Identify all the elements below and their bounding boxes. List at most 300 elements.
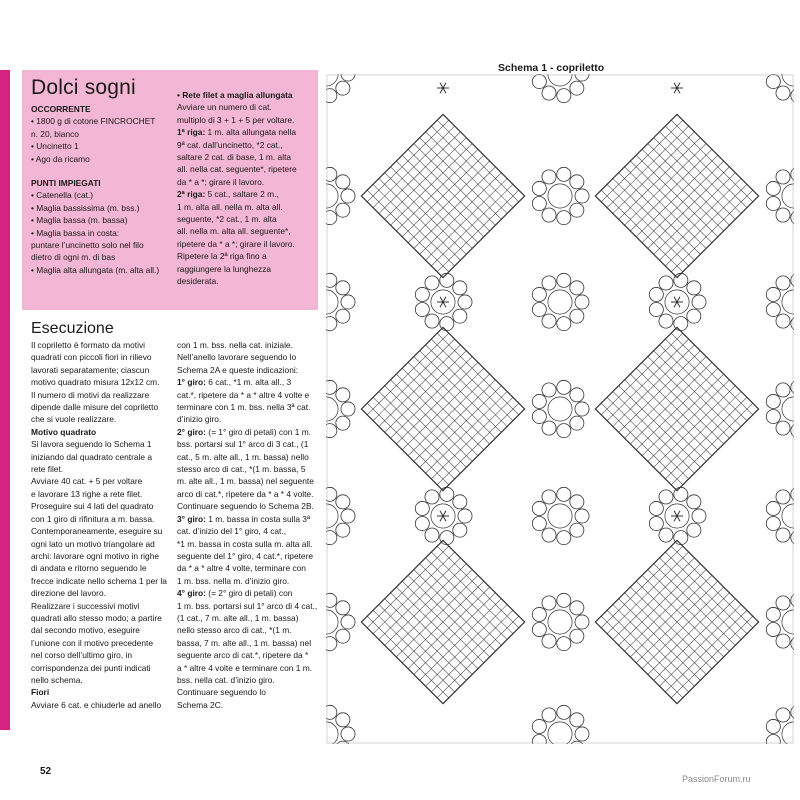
text-line (177, 475, 325, 487)
arch-motif (776, 170, 790, 184)
flower-mark (677, 511, 680, 516)
arch-motif (542, 421, 556, 435)
arch-motif-ring (326, 397, 338, 421)
arch-motif (791, 424, 794, 438)
text-line (31, 513, 181, 525)
rete-column (177, 89, 317, 288)
rete-list (177, 101, 317, 287)
text-line (31, 637, 181, 649)
arch-motif (532, 196, 546, 210)
text-line (31, 351, 181, 363)
text-line (177, 637, 325, 649)
flower-mark (674, 516, 677, 521)
arch-motif (687, 495, 701, 509)
arch-motif (674, 531, 688, 545)
arch-motif (791, 531, 794, 545)
arch-motif (453, 309, 467, 323)
flower-mark (674, 297, 677, 302)
diagram-frame (327, 75, 793, 743)
text-line (177, 263, 317, 275)
line-text: di andata e ritorno seguendo le (31, 563, 147, 574)
flower-mark (440, 302, 443, 307)
text-line (31, 662, 181, 674)
text-line (31, 699, 181, 711)
arch-motif (570, 629, 584, 643)
arch-motif (575, 727, 589, 741)
arch-motif (776, 208, 790, 222)
arch-motif (542, 634, 556, 648)
text-line (177, 101, 317, 113)
line-text: dal secondo motivo, eseguire (31, 625, 140, 636)
text-line (31, 438, 181, 450)
line-text: nello stesso arco di cat., *(1 m. (177, 625, 292, 636)
text-line (31, 475, 181, 487)
arch-motif (570, 416, 584, 430)
schema-title: Schema 1 - copriletto (498, 62, 605, 74)
bold-label: 3° giro: (177, 513, 206, 524)
arch-motif (532, 719, 546, 733)
text-line (31, 500, 181, 512)
arch-motif (570, 203, 584, 217)
arch-motif (557, 273, 571, 287)
arch-motif (336, 388, 350, 402)
arch-motif-ring (326, 290, 338, 314)
text-line (177, 562, 325, 574)
arch-motif (557, 424, 571, 438)
arch-motif (326, 637, 337, 651)
text-line (31, 413, 181, 425)
arch-motif-ring (326, 610, 338, 634)
arch-motif (687, 281, 701, 295)
text-line (31, 550, 181, 562)
arch-motif (326, 487, 337, 501)
text-line (177, 463, 325, 475)
flower-mark (674, 302, 677, 307)
arch-motif (766, 622, 780, 636)
arch-motif (557, 637, 571, 651)
line-text: 9ª cat. dall’uncinetto, *2 cat., (177, 139, 283, 150)
line-text: Ripetere la 2ª riga fino a (177, 251, 267, 262)
arch-motif (532, 181, 546, 195)
line-text: multiplo di 3 + 1 + 5 per voltare. (177, 114, 295, 125)
line-text: 1 m. bassa in costa sulla 3ª (205, 513, 311, 524)
line-text: desiderata. (177, 276, 219, 287)
bold-label: 4° giro: (177, 588, 206, 599)
text-line (177, 575, 325, 587)
arch-motif (326, 89, 337, 103)
arch-motif (542, 314, 556, 328)
arch-motif (776, 86, 790, 100)
esecuzione-column-1 (31, 339, 181, 711)
arch-motif (776, 528, 790, 542)
arch-motif (542, 708, 556, 722)
arch-motif (415, 516, 429, 530)
line-text: (= 2° giro di petali) con (205, 588, 293, 599)
arch-motif (336, 713, 350, 727)
text-line (177, 438, 325, 450)
line-text: stesso arco di cat., *(1 m. bassa, 5 (177, 464, 306, 475)
arch-motif (336, 203, 350, 217)
line-text: terminare con 1 m. bss. nella 3ª cat. (177, 402, 311, 413)
arch-motif (326, 593, 337, 607)
text-line: • Maglia bassa in costa: (31, 227, 120, 238)
arch-motif (766, 74, 780, 88)
arch-motif (415, 287, 429, 301)
bold-label: 2ª riga: (177, 189, 206, 200)
line-text: 6 cat., *1 m. alta all., 3 (205, 377, 292, 388)
arch-motif (336, 601, 350, 615)
text-line (31, 339, 181, 351)
arch-motif-ring (782, 74, 794, 86)
line-text: cat. d’inizio del 1° giro, 4 cat., (177, 526, 287, 537)
crochet-diagram (326, 74, 794, 744)
text-line (177, 126, 317, 138)
flower-mark (443, 511, 446, 516)
line-text: con 1 giro di rifinitura a m. bassa. (31, 513, 155, 524)
arch-motif (532, 607, 546, 621)
text-line (177, 163, 317, 175)
line-text: quadrati con piccoli fiori in rilievo (31, 352, 152, 363)
arch-motif (532, 501, 546, 515)
flower-mark (440, 83, 443, 88)
arch-motif (453, 523, 467, 537)
text-line (177, 500, 325, 512)
arch-motif (570, 741, 584, 744)
line-text: (= 1° giro di petali) con 1 m. (205, 426, 312, 437)
text-line (177, 376, 325, 388)
text-line (177, 238, 317, 250)
text-line (177, 525, 325, 537)
line-text: Avviare un numero di cat. (177, 102, 272, 113)
text-line (177, 649, 325, 661)
text-line (31, 525, 181, 537)
line-text: ripetere da * a *; girare il lavoro. (177, 238, 295, 249)
text-line (177, 339, 325, 351)
arch-motif (766, 516, 780, 530)
line-text: Avviare 6 cat. e chiuderle ad anello (31, 699, 162, 710)
arch-motif (570, 601, 584, 615)
arch-motif-ring (548, 290, 572, 314)
arch-motif (649, 287, 663, 301)
arch-motif (674, 317, 688, 331)
arch-motif (557, 380, 571, 394)
arch-motif (326, 705, 337, 719)
text-line (177, 151, 317, 163)
arch-motif (692, 509, 706, 523)
arch-motif (570, 388, 584, 402)
text-line (177, 389, 325, 401)
arch-motif (326, 167, 337, 181)
arch-motif (532, 74, 546, 88)
line-text: *1 m. bassa in costa sulla m. alta all. (177, 538, 313, 549)
arch-motif (766, 181, 780, 195)
arch-motif (557, 317, 571, 331)
arch-motif (575, 295, 589, 309)
occorrente-heading: OCCORRENTE (31, 104, 91, 114)
flower-mark (674, 511, 677, 516)
line-text: 1 m. bss. portarsi sul 1° arco di 4 cat., (177, 600, 318, 611)
line-text: da * a * altre 4 volte, terminare con (177, 563, 306, 574)
filet-square (595, 327, 758, 490)
text-line: • Maglia bassissima (m. bss.) (31, 202, 140, 213)
arch-motif (766, 734, 780, 744)
line-text: Il copriletto è formato da motivi (31, 340, 146, 350)
arch-motif (766, 607, 780, 621)
arch-motif-ring (548, 184, 572, 208)
line-text: arco di cat.*, ripetere da * a * 4 volte. (177, 488, 314, 499)
flower-mark (674, 83, 677, 88)
arch-motif (341, 509, 355, 523)
line-text: seguente arco di cat.*, ripetere da * (177, 650, 309, 661)
line-text: da * a *; girare il lavoro. (177, 176, 265, 187)
arch-motif (570, 81, 584, 95)
bold-label: 2° giro: (177, 426, 206, 437)
text-line: • Catenella (cat.) (31, 190, 94, 201)
text-line (31, 389, 181, 401)
line-text: ogni lato un motivo triangolare ad (31, 538, 155, 549)
arch-motif (532, 302, 546, 316)
arch-motif (542, 528, 556, 542)
line-text: Contemporaneamente, eseguire su (31, 526, 163, 537)
line-text: direzione del lavoro. (31, 588, 106, 599)
arch-motif (440, 531, 454, 545)
punti-list (31, 189, 181, 276)
text-line (177, 401, 325, 413)
arch-motif (776, 596, 790, 610)
arch-motif (659, 276, 673, 290)
arch-motif (542, 208, 556, 222)
arch-motif-ring (782, 397, 794, 421)
bold-label: 1° giro: (177, 377, 206, 388)
arch-motif (415, 302, 429, 316)
text-line (31, 538, 181, 550)
arch-motif (542, 383, 556, 397)
text-line (31, 463, 181, 475)
line-text: 1 m. bss. nella m. d’inizio giro. (177, 575, 290, 586)
esecuzione-column-2 (177, 339, 325, 711)
text-line (177, 364, 325, 376)
text-line: n. 20, bianco (31, 128, 79, 139)
text-line: • Uncinetto 1 (31, 141, 79, 152)
text-line (177, 139, 317, 151)
flower-mark (677, 297, 680, 302)
arch-motif (557, 167, 571, 181)
arch-motif-ring (548, 610, 572, 634)
flower-mark (440, 516, 443, 521)
arch-motif (336, 175, 350, 189)
arch-motif (791, 167, 794, 181)
arch-motif (766, 302, 780, 316)
arch-motif (674, 273, 688, 287)
occorrente-list (31, 115, 181, 165)
line-text: iniziando dal quadrato centrale a (31, 451, 153, 462)
arch-motif (326, 211, 337, 225)
text-line (177, 624, 325, 636)
arch-motif (532, 287, 546, 301)
arch-motif (766, 501, 780, 515)
arch-motif (341, 727, 355, 741)
text-line (31, 575, 181, 587)
arch-motif (458, 295, 472, 309)
arch-motif (440, 487, 454, 501)
arch-motif (326, 380, 337, 394)
line-text: 5 cat., saltare 2 m., (205, 189, 279, 200)
text-line (177, 201, 317, 213)
arch-motif (776, 383, 790, 397)
arch-motif (687, 523, 701, 537)
line-text: raggiungere la lunghezza (177, 263, 272, 274)
flower-mark (677, 516, 680, 521)
text-line (31, 674, 181, 686)
arch-motif (659, 490, 673, 504)
line-text: Proseguire sui 4 lati del quadrato (31, 501, 154, 512)
arch-motif (791, 380, 794, 394)
arch-motif (440, 273, 454, 287)
arch-motif (453, 495, 467, 509)
text-line (177, 686, 325, 698)
arch-motif (326, 531, 337, 545)
flower-mark (443, 83, 446, 88)
arch-motif (532, 516, 546, 530)
arch-motif (532, 734, 546, 744)
arch-motif (791, 273, 794, 287)
text-line (31, 600, 181, 612)
text-line (31, 686, 181, 698)
text-line (177, 351, 325, 363)
arch-motif-ring (548, 504, 572, 528)
line-text: bassa, 7 m. alte all., 1 m. bassa) nel (177, 637, 312, 648)
text-line: dietro di ogni m. di bas (31, 252, 116, 263)
flower-mark (674, 88, 677, 93)
arch-motif (692, 295, 706, 309)
flower-mark (443, 297, 446, 302)
flower-mark (440, 511, 443, 516)
bold-label: 1ª riga: (177, 127, 206, 138)
arch-motif-ring (326, 184, 338, 208)
text-line: • Maglia alta allungata (m. alta all.) (31, 264, 160, 275)
line-text: nello schema. (31, 674, 83, 685)
arch-motif (649, 516, 663, 530)
line-text: seguente del 1° giro, 4 cat.*, ripetere (177, 550, 314, 561)
line-text: corrispondenza dei punti indicati (31, 662, 151, 673)
line-text: Schema 2A e queste indicazioni: (177, 364, 299, 375)
arch-motif-ring (782, 290, 794, 314)
arch-motif (791, 317, 794, 331)
arch-motif (649, 501, 663, 515)
arch-motif (326, 273, 337, 287)
line-text: Continuare seguendo lo Schema 2B. (177, 501, 314, 512)
arch-motif (341, 189, 355, 203)
text-line (177, 188, 317, 200)
text-line (177, 600, 325, 612)
arch-motif (791, 89, 794, 103)
text-line (177, 275, 317, 287)
esecuzione-heading: Esecuzione (31, 320, 114, 337)
arch-motif (659, 314, 673, 328)
arch-motif (557, 89, 571, 103)
arch-motif (791, 705, 794, 719)
arch-motif (766, 394, 780, 408)
arch-motif-ring (326, 504, 338, 528)
arch-motif (453, 281, 467, 295)
arch-motif (766, 409, 780, 423)
arch-motif-ring (326, 722, 338, 744)
arch-motif (336, 523, 350, 537)
arch-motif-ring (326, 74, 338, 86)
materials-column (31, 103, 181, 276)
text-line: • Ago da ricamo (31, 153, 90, 164)
line-text: l’unione con il motivo precedente (31, 637, 153, 648)
arch-motif (776, 490, 790, 504)
arch-motif (570, 523, 584, 537)
line-text: dipende dalle misure del copriletto (31, 402, 159, 413)
arch-motif (542, 86, 556, 100)
text-line (177, 674, 325, 686)
text-line (177, 176, 317, 188)
arch-motif (791, 211, 794, 225)
arch-motif (542, 490, 556, 504)
arch-motif (425, 528, 439, 542)
arch-motif (575, 615, 589, 629)
arch-motif (336, 629, 350, 643)
arch-motif (336, 309, 350, 323)
text-line (31, 488, 181, 500)
text-line (31, 364, 181, 376)
arch-motif (776, 276, 790, 290)
arch-motif (542, 170, 556, 184)
text-line (177, 250, 317, 262)
line-text: archi: lavorare ogni motivo in righe (31, 550, 160, 561)
arch-motif (532, 409, 546, 423)
arch-motif (557, 211, 571, 225)
arch-motif (557, 705, 571, 719)
arch-motif (557, 593, 571, 607)
text-line (31, 376, 181, 388)
arch-motif (415, 501, 429, 515)
arch-motif (776, 421, 790, 435)
text-line (31, 624, 181, 636)
arch-motif (425, 490, 439, 504)
text-line (177, 662, 325, 674)
arch-motif (766, 287, 780, 301)
arch-motif (766, 719, 780, 733)
line-text: Continuare seguendo lo (177, 687, 266, 698)
arch-motif (425, 314, 439, 328)
line-text: quadrati allo stesso modo; a partire (31, 612, 162, 623)
text-line (177, 488, 325, 500)
text-line (177, 213, 317, 225)
arch-motif-ring (782, 722, 794, 744)
arch-motif (341, 615, 355, 629)
line-text: Schema 2C. (177, 699, 224, 710)
line-text: motivo quadrato misura 12x12 cm. (31, 377, 160, 388)
arch-motif (791, 487, 794, 501)
filet-square (361, 327, 524, 490)
text-line (31, 451, 181, 463)
arch-motif (649, 302, 663, 316)
arch-motif (532, 622, 546, 636)
flower-mark (677, 83, 680, 88)
page-number: 52 (40, 766, 52, 777)
arch-motif (336, 495, 350, 509)
arch-motif-ring (548, 397, 572, 421)
arch-motif (336, 281, 350, 295)
arch-motif (336, 416, 350, 430)
text-line: • Maglia bassa (m. bassa) (31, 215, 128, 226)
arch-motif (326, 424, 337, 438)
flower-mark (440, 88, 443, 93)
filet-square (595, 540, 758, 703)
